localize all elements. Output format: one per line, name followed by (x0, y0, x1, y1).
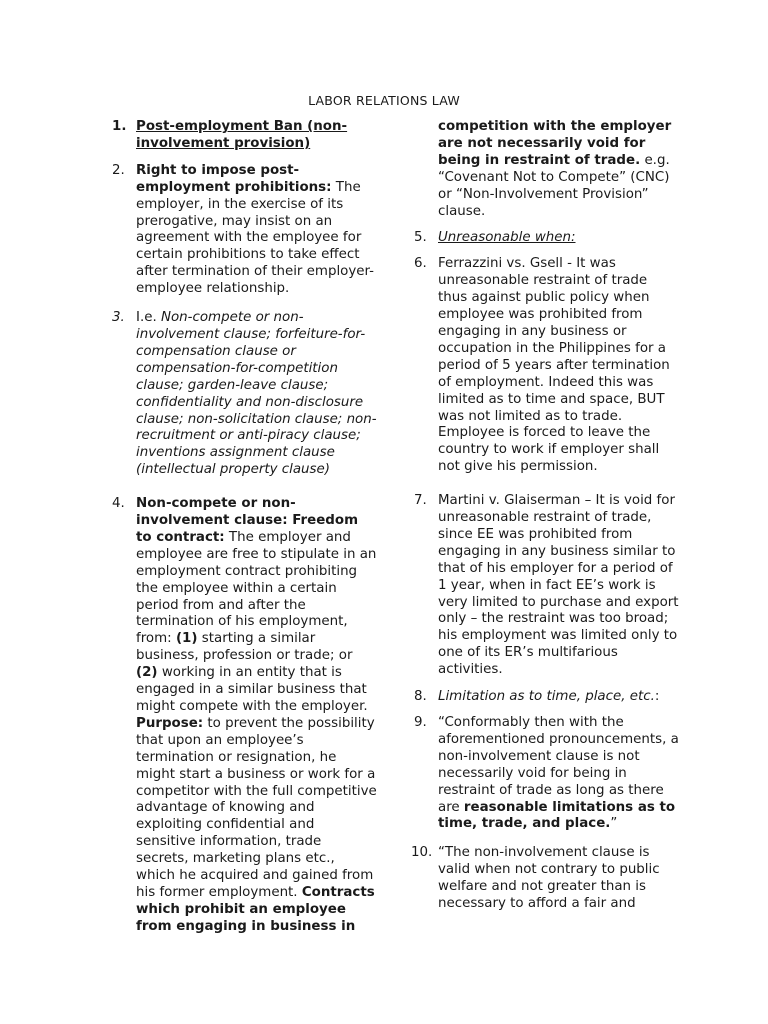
left-column (112, 119, 377, 945)
list-item-2 (112, 163, 377, 298)
list-item-5 (414, 230, 680, 247)
item-text: working in an entity that is engaged in a similar business that might compete with the employer. (136, 665, 368, 714)
item-text: Martini v. Glaiserman – It is void for unreasonable restraint of trade, since EE was prohibited from engaging in any business similar to that of his employer for a period of 1 year, when in fact EE’s work is very limited to purchase and export only – the restraint was too broad; his employment was limited only to one of its ER’s multifarious activities. (438, 493, 679, 678)
item-bold: (1) (175, 631, 198, 647)
item-bold: Contracts which prohibit an employee from engaging in business in (136, 884, 375, 934)
item-text: The employer and employee are free to stipulate in an employment contract prohibiting the employee within a certain period from and after the termination of his employment, from: (136, 529, 377, 647)
item-text: Non-compete or non-involvement clause; forfeiture-for-compensation clause or compensation-for-competition clause; garden-leave clause; confidentiality and non-disclosure clause; non-solicitation clause; non-recruitment or anti-piracy clause; inventions assignment clause (intellectual property clause) (136, 310, 377, 478)
list-item-3 (112, 310, 377, 479)
item-bold: reasonable limitations as to time, trade, and place. (438, 799, 676, 832)
item-number: 9. (414, 715, 427, 730)
item-bold: (2) (136, 665, 158, 681)
item-number: 4. (112, 496, 125, 512)
list-item-1 (112, 119, 377, 153)
item-heading: Post-employment Ban (non-involvement provision) (136, 119, 348, 151)
item-text: Ferrazzini vs. Gsell - It was unreasonable restraint of trade thus against public policy when employee was prohibited from engaging in any business or occupation in the Philippines for a period of 5 years after termination of employment. Indeed this was limited as to time and space, BUT was not limited as to trade. Employee is forced to leave the country to work if employer shall not give his permission. (438, 256, 670, 475)
item-text: Limitation as to time, place, etc. (438, 689, 655, 705)
item-number: 7. (414, 493, 427, 509)
item-text: The employer, in the exercise of its prerogative, may insist on an agreement with the employee for certain prohibitions to take effect after termination of their employer-employee relationship. (136, 179, 375, 297)
item-bold: Purpose: (136, 715, 204, 731)
list-item-6 (414, 256, 680, 476)
item-lead: Right to impose post-employment prohibitions: (136, 162, 332, 195)
item-lead: Non-compete or non-involvement clause: Freedom to contract: (136, 496, 359, 545)
item-text: : (654, 689, 660, 705)
list-item-4 (112, 496, 377, 936)
list-item-9 (414, 715, 680, 833)
item-text: “Conformably then with the aforementioned pronouncements, a non-involvement clause is not necessarily void for being in restraint of trade as long as there are (438, 715, 679, 815)
page-title: LABOR RELATIONS LAW (308, 93, 460, 108)
item-number: 10. (411, 845, 433, 861)
item-text: ” (610, 816, 618, 832)
item-text: to prevent the possibility that upon an employee’s termination or resignation, he might start a business or work for a competitor with the full competitive advantage of knowing and exploiting confidential and sensitive information, trade secrets, marketing plans etc., which he acquired and gained from his former employment. (136, 715, 377, 900)
item-number: 5. (414, 230, 427, 246)
list-item-10 (411, 845, 680, 913)
continued-paragraph (414, 119, 680, 220)
list-item-7 (414, 493, 680, 679)
list-item-8 (414, 689, 680, 706)
item-text: “The non-involvement clause is valid when not contrary to public welfare and not greater than is necessary to afford a fair and (438, 845, 660, 912)
item-number: 3. (112, 310, 125, 326)
item-number: 1. (112, 119, 127, 134)
item-bold: competition with the employer are not necessarily void for being in restraint of trade. (438, 119, 672, 168)
item-prefix: I.e. (136, 310, 161, 326)
item-text: Unreasonable when: (438, 230, 576, 246)
right-column (411, 119, 680, 922)
item-number: 8. (414, 689, 427, 705)
item-number: 2. (112, 162, 125, 178)
item-text: e.g. “Covenant Not to Compete” (CNC) or “Non-Involvement Provision” clause. (438, 152, 670, 219)
item-text: starting a similar business, profession or trade; or (136, 631, 353, 664)
item-number: 6. (414, 256, 427, 272)
